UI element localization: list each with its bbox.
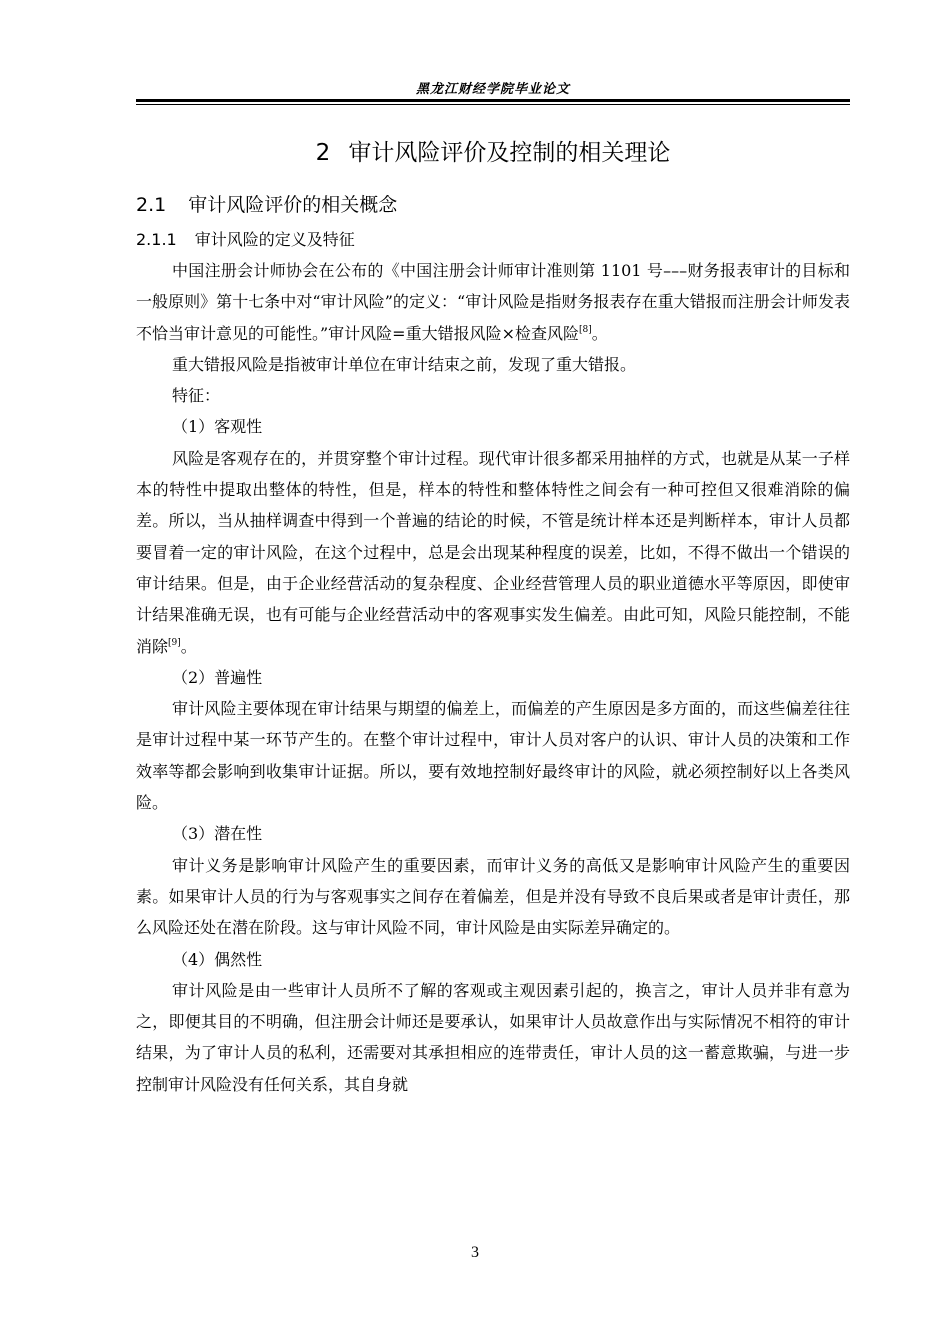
- subsection-title: 审计风险的定义及特征: [194, 230, 355, 249]
- paragraph-latency: 审计义务是影响审计风险产生的重要因素，而审计义务的高低又是影响审计风险产生的重要因素。如果审计人员的行为与客观事实之间存在着偏差，但是并没有导致不良后果或者是审计责任，那么风险还处在潜在阶段。这与审计风险不同，审计风险是由实际差异确定的。: [136, 855, 850, 938]
- paragraph-objectivity: 风险是客观存在的，并贯穿整个审计过程。现代审计很多都采用抽样的方式，也就是从某一子样本的特性中提取出整体的特性，但是，样本的特性和整体特性之间会有一种可控但又很难消除的偏差。所以，当从抽样调查中得到一个普遍的结论的时候，不管是统计样本还是判断样本，审计人员都要冒着一定的审计风险，在这个过程中，总是会出现某种程度的误差，比如，不得不做出一个错误的审计结果。但是，由于企业经营活动的复杂程度、企业经营管理人员的职业道德水平等原因，即使审计结果准确无误，也有可能与企业经营活动中的客观事实发生偏差。由此可知，风险只能控制，不能消除[9]。: [136, 448, 850, 656]
- chapter-number: 2: [315, 140, 331, 166]
- list-item-universality: （2）普遍性: [172, 667, 263, 687]
- body-text: [136, 255, 850, 1100]
- paragraph-material-misstatement: 重大错报风险是指被审计单位在审计结束之前，发现了重大错报。: [172, 354, 637, 374]
- list-item-contingency: （4）偶然性: [172, 949, 263, 969]
- paragraph-features-label: 特征：: [172, 386, 221, 406]
- list-item-objectivity: （1）客观性: [172, 417, 263, 437]
- section-heading: [136, 190, 397, 217]
- citation-ref: [8]: [579, 324, 592, 335]
- paragraph-universality: 审计风险主要体现在审计结果与期望的偏差上，而偏差的产生原因是多方面的，而这些偏差往往是审计过程中某一环节产生的。在整个审计过程中，审计人员对客户的认识、审计人员的决策和工作效率等都会影响到收集审计证据。所以，要有效地控制好最终审计的风险，就必须控制好以上各类风险。: [136, 699, 850, 813]
- chapter-title: 审计风险评价及控制的相关理论: [348, 140, 671, 166]
- subsection-heading: [136, 227, 355, 250]
- citation-ref: [9]: [168, 637, 181, 648]
- section-number: 2.1: [136, 194, 167, 216]
- page-number: 3: [471, 1244, 479, 1261]
- running-header: 黑龙江财经学院毕业论文: [415, 82, 570, 97]
- header-rule-thin: [136, 104, 850, 105]
- header-rule-thick: [136, 99, 850, 102]
- chapter-heading: [136, 134, 850, 167]
- paragraph-definition: 中国注册会计师协会在公布的《中国注册会计师审计准则第 1101 号–––财务报表审计的目标和一般原则》第十七条中对“审计风险”的定义：“审计风险是指财务报表存在重大错报而注册会计师发表不恰当审计意见的可能性。”审计风险=重大错报风险×检查风险[8]。: [136, 261, 850, 343]
- list-item-latency: （3）潜在性: [172, 824, 263, 844]
- subsection-number: 2.1.1: [136, 230, 177, 249]
- paragraph-contingency: 审计风险是由一些审计人员所不了解的客观或主观因素引起的，换言之，审计人员并非有意为之，即便其目的不明确，但注册会计师还是要承认，如果审计人员故意作出与实际情况不相符的审计结果，为了审计人员的私利，还需要对其承担相应的连带责任，审计人员的这一蓄意欺骗，与进一步控制审计风险没有任何关系，其自身就: [136, 980, 850, 1094]
- section-title: 审计风险评价的相关概念: [188, 194, 398, 216]
